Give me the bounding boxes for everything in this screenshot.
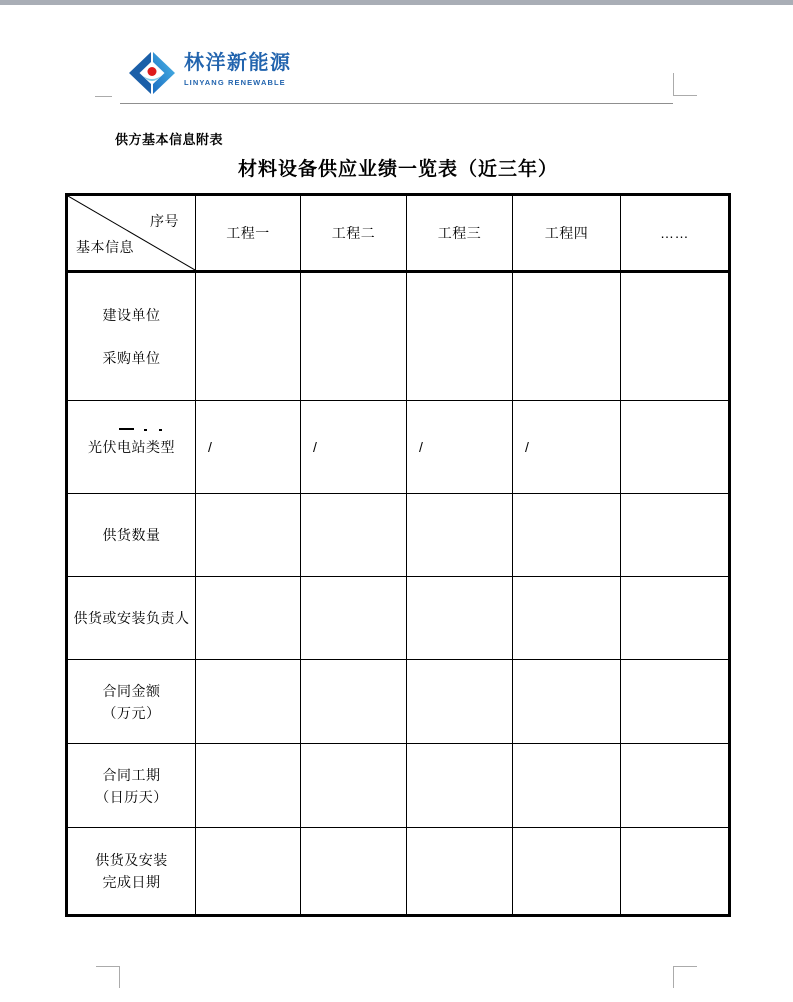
table-cell[interactable] xyxy=(301,660,407,744)
header-rule xyxy=(120,103,673,104)
window-top-edge xyxy=(0,0,793,5)
table-cell[interactable] xyxy=(407,660,513,744)
table-cell[interactable] xyxy=(407,577,513,660)
text-boundary-mark-bottom-left-h xyxy=(96,966,120,967)
logo-diamond-icon xyxy=(128,51,176,95)
logo-name-en: LINYANG RENEWABLE xyxy=(184,78,286,87)
column-header-ellipsis: …… xyxy=(621,196,728,273)
row-label-completion-date: 供货及安装 完成日期 xyxy=(68,828,196,914)
column-header: 工程三 xyxy=(407,196,513,273)
table-cell[interactable] xyxy=(513,828,621,914)
table-cell[interactable]: / xyxy=(513,401,621,494)
table-cell[interactable]: / xyxy=(407,401,513,494)
table-cell[interactable] xyxy=(407,744,513,828)
company-logo xyxy=(128,51,292,95)
page-title: 材料设备供应业绩一览表（近三年） xyxy=(237,159,558,180)
table-cell[interactable] xyxy=(196,494,301,577)
clipped-text-artifact xyxy=(119,428,165,432)
table-cell[interactable] xyxy=(513,744,621,828)
table-cell[interactable] xyxy=(621,401,728,494)
table-cell[interactable] xyxy=(301,828,407,914)
table-cell[interactable] xyxy=(301,494,407,577)
row-label-contract-amount: 合同金额 （万元） xyxy=(68,660,196,744)
table-cell[interactable] xyxy=(301,744,407,828)
text-boundary-mark-bottom-right-v xyxy=(673,966,674,988)
table-cell[interactable] xyxy=(196,828,301,914)
table-cell[interactable] xyxy=(301,577,407,660)
row-label-units: 建设单位 采购单位 xyxy=(68,273,196,401)
performance-table xyxy=(65,193,731,917)
text-boundary-mark-bottom-left-v xyxy=(119,966,120,988)
text-boundary-mark-bottom-right-h xyxy=(673,966,697,967)
table-cell[interactable] xyxy=(407,494,513,577)
row-label-responsible-person: 供货或安装负责人 xyxy=(68,577,196,660)
column-header: 工程一 xyxy=(196,196,301,273)
text-boundary-mark-top-right-v xyxy=(673,73,674,95)
table-cell[interactable] xyxy=(196,660,301,744)
table-cell[interactable] xyxy=(196,744,301,828)
table-cell[interactable]: / xyxy=(301,401,407,494)
table-cell[interactable] xyxy=(621,494,728,577)
row-label-supply-qty: 供货数量 xyxy=(68,494,196,577)
table-cell[interactable] xyxy=(407,828,513,914)
row-label-contract-duration: 合同工期 （日历天） xyxy=(68,744,196,828)
table-cell[interactable] xyxy=(513,273,621,401)
table-cell[interactable] xyxy=(621,660,728,744)
text-boundary-mark-top-left xyxy=(95,96,112,97)
table-cell[interactable] xyxy=(621,828,728,914)
logo-red-dot xyxy=(148,67,157,76)
diagonal-line xyxy=(68,196,195,270)
table-cell[interactable] xyxy=(621,273,728,401)
corner-label-top: 序号 xyxy=(150,213,179,229)
table-cell[interactable]: / xyxy=(196,401,301,494)
attachment-note: 供方基本信息附表 xyxy=(115,132,224,147)
table-cell[interactable] xyxy=(513,577,621,660)
corner-label-bottom: 基本信息 xyxy=(76,239,134,255)
table-cell[interactable] xyxy=(301,273,407,401)
row-label-station-type: 光伏电站类型 xyxy=(68,401,196,494)
text-boundary-mark-top-right-h xyxy=(673,95,697,96)
table-cell[interactable] xyxy=(196,273,301,401)
table-cell[interactable] xyxy=(513,660,621,744)
table-cell[interactable] xyxy=(407,273,513,401)
column-header: 工程二 xyxy=(301,196,407,273)
column-header: 工程四 xyxy=(513,196,621,273)
table-cell[interactable] xyxy=(196,577,301,660)
table-cell[interactable] xyxy=(621,744,728,828)
table-cell[interactable] xyxy=(621,577,728,660)
table-cell[interactable] xyxy=(513,494,621,577)
logo-name-cn: 林洋新能源 xyxy=(184,52,292,74)
corner-header-cell xyxy=(68,196,196,273)
